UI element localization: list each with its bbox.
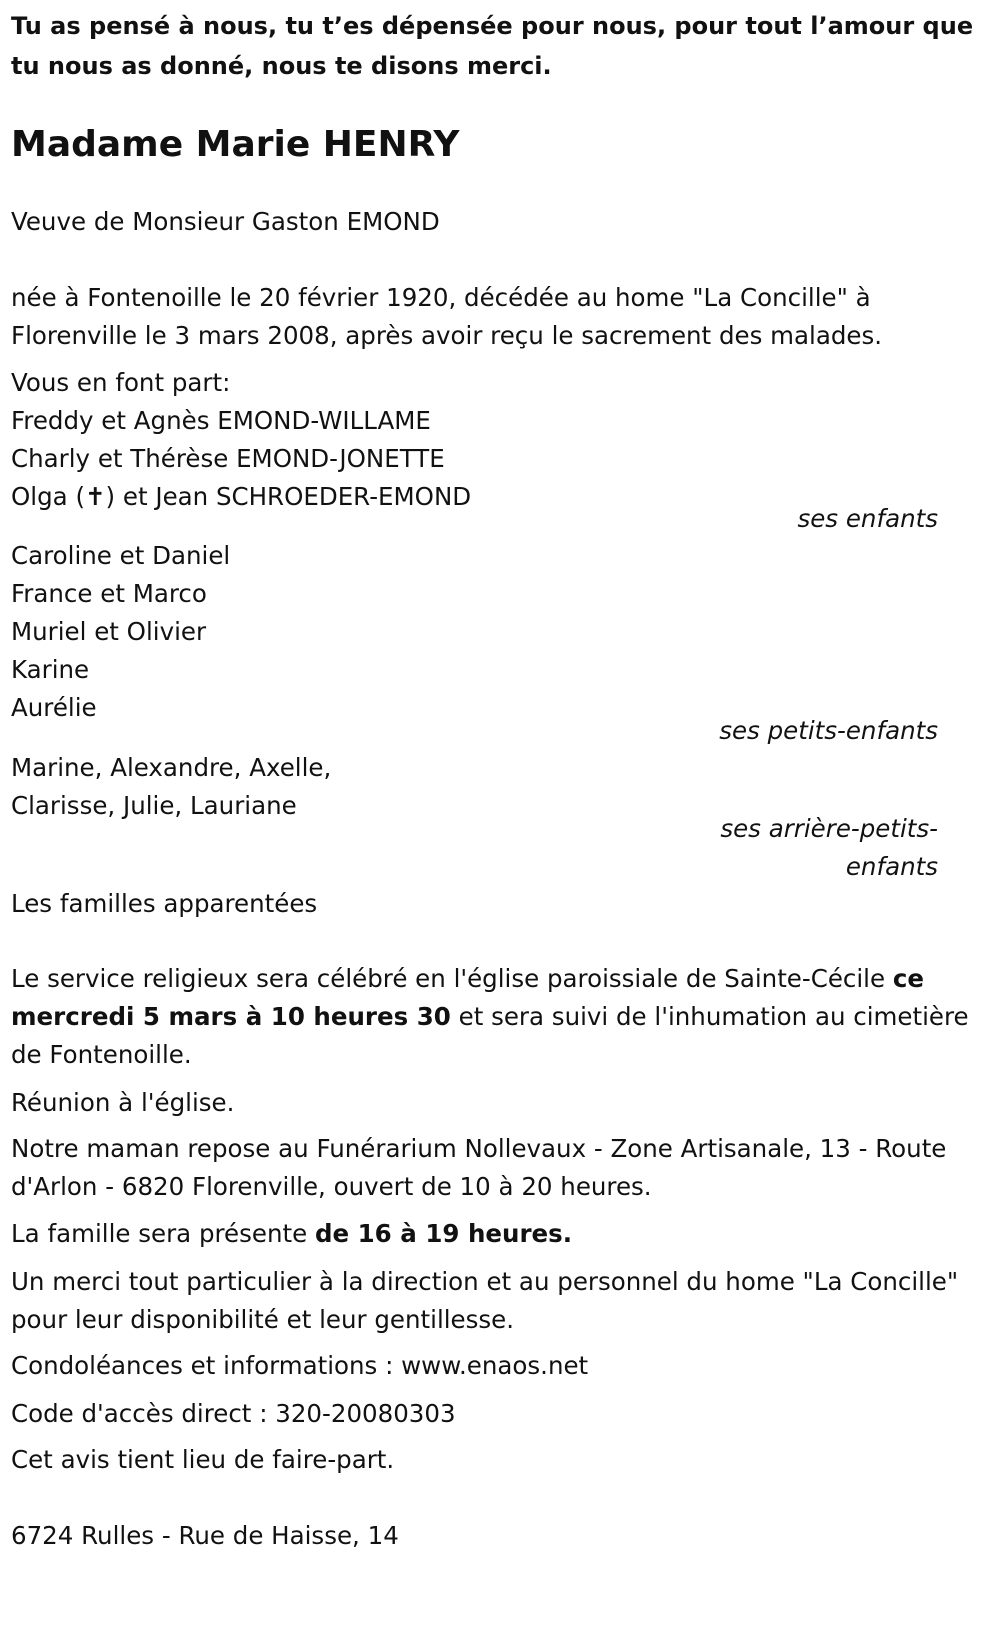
service-date: ce mercredi 5 mars à 10 heures 30 bbox=[11, 964, 924, 1031]
child-name: Charly et Thérèse EMOND-JONETTE bbox=[11, 444, 445, 473]
funerarium-text: Notre maman repose au Funérarium Nollevaux - Zone Artisanale, 13 - Route d'Arlon - 6820 Florenville, ouvert de 10 à 20 heures. bbox=[11, 1134, 947, 1201]
notice-text: Cet avis tient lieu de faire-part. bbox=[11, 1445, 395, 1474]
service-text-before: Le service religieux sera célébré en l'église paroissiale de Sainte-Cécile bbox=[11, 964, 893, 993]
announcers-intro: Vous en font part: bbox=[11, 368, 231, 397]
epigraph: Tu as pensé à nous, tu t’es dépensée pour nous, pour tout l’amour que tu nous as donné, nous te disons merci. bbox=[11, 12, 974, 80]
child-name: Olga (✝) et Jean SCHROEDER-EMOND bbox=[11, 482, 472, 511]
address: 6724 Rulles - Rue de Haisse, 14 bbox=[11, 1521, 399, 1550]
grandchildren-list bbox=[11, 537, 990, 727]
children-list bbox=[11, 402, 990, 516]
access-code: Code d'accès direct : 320-20080303 bbox=[11, 1399, 456, 1428]
grandchildren-relation: ses petits-enfants bbox=[719, 716, 938, 745]
family-presence bbox=[11, 1215, 990, 1253]
grandchild-name: Aurélie bbox=[11, 693, 97, 722]
children-relation: ses enfants bbox=[797, 504, 938, 533]
family-presence-text: La famille sera présente bbox=[11, 1219, 315, 1248]
related-families: Les familles apparentées bbox=[11, 889, 318, 918]
condolences-text: Condoléances et informations : www.enaos.net bbox=[11, 1351, 589, 1380]
grandchild-name: Caroline et Daniel bbox=[11, 541, 231, 570]
grandchild-name: France et Marco bbox=[11, 579, 207, 608]
great-grandchild-names: Clarisse, Julie, Lauriane bbox=[11, 791, 297, 820]
family-presence-hours: de 16 à 19 heures. bbox=[314, 1219, 573, 1248]
great-grandchild-names: Marine, Alexandre, Axelle, bbox=[11, 753, 332, 782]
great-grandchildren-relation bbox=[698, 810, 938, 886]
great-grandchildren-relation-line: ses arrière-petits- bbox=[720, 814, 938, 843]
child-name: Freddy et Agnès EMOND-WILLAME bbox=[11, 406, 431, 435]
grandchild-name: Muriel et Olivier bbox=[11, 617, 207, 646]
deceased-name: Madame Marie HENRY bbox=[11, 124, 460, 165]
service-text bbox=[11, 960, 990, 1074]
service-text-after: et sera suivi de l'inhumation au cimetière de Fontenoille. bbox=[11, 1002, 969, 1069]
grandchild-name: Karine bbox=[11, 655, 90, 684]
thanks-text: Un merci tout particulier à la direction et au personnel du home "La Concille" pour leur disponibilité et leur gentillesse. bbox=[11, 1267, 959, 1334]
meeting-text: Réunion à l'église. bbox=[11, 1088, 235, 1117]
widow-line: Veuve de Monsieur Gaston EMOND bbox=[11, 207, 440, 236]
great-grandchildren-relation-line: enfants bbox=[845, 852, 938, 881]
birth-death-text: née à Fontenoille le 20 février 1920, décédée au home "La Concille" à Florenville le 3 mars 2008, après avoir reçu le sacrement des malades. bbox=[11, 283, 883, 350]
